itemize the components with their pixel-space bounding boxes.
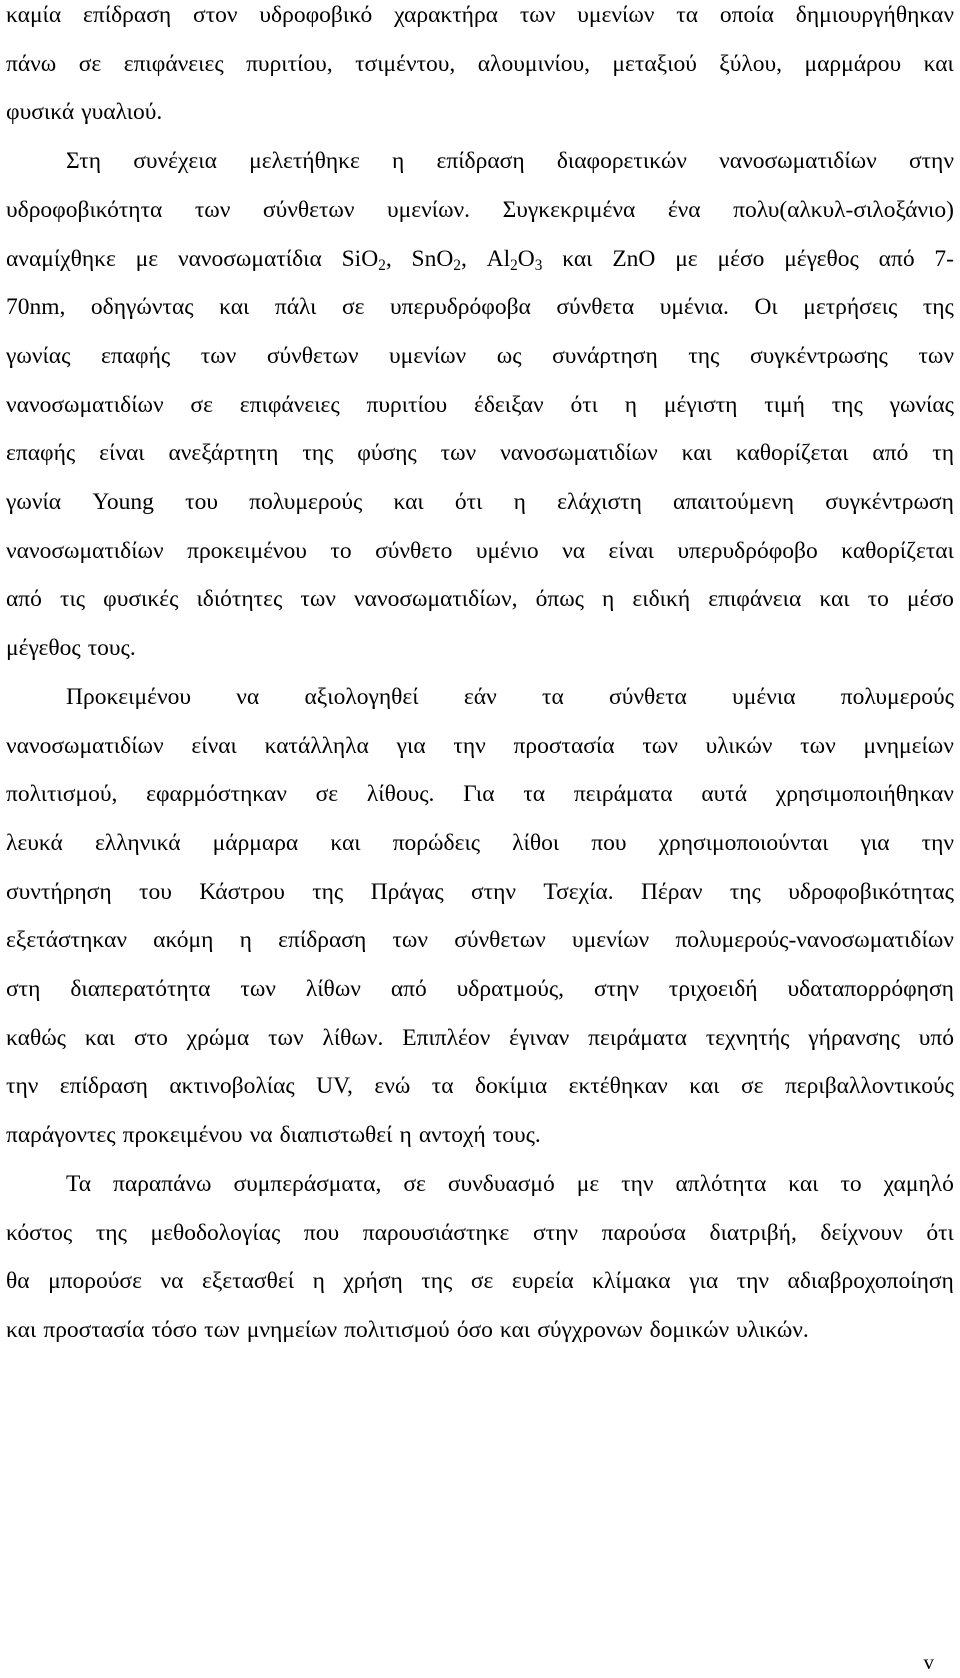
text-line: κόστος της μεθοδολογίας που παρουσιάστηκε στην παρούσα διατριβή, δείχνουν ότι	[6, 1219, 954, 1246]
text-line: συντήρηση του Κάστρου της Πράγας στην Τσεχία. Πέραν της υδροφοβικότητας	[6, 878, 954, 905]
text-line: και προστασία τόσο των μνημείων πολιτισμού όσο και σύγχρονων δομικών υλικών.	[6, 1316, 809, 1343]
text-line: καθώς και στο χρώμα των λίθων. Επιπλέον έγιναν πειράματα τεχνητής γήρανσης υπό	[6, 1024, 954, 1051]
text-line: από τις φυσικές ιδιότητες των νανοσωματιδίων, όπως η ειδική επιφάνεια και το μέσο	[6, 586, 954, 613]
text-line: αναμίχθηκε με νανοσωματίδια SiO$_2$, SnO$_2$, $Al_2O_3$ και ZnO με μέσο μέγεθος από 7-	[6, 245, 954, 274]
text-line: φυσικά γυαλιού.	[6, 99, 163, 126]
text-line: θα μπορούσε να εξετασθεί η χρήση της σε ευρεία κλίμακα για την αδιαβροχοποίηση	[6, 1268, 954, 1295]
text-line: καμία επίδραση στον υδροφοβικό χαρακτήρα των υμενίων τα οποία δημιουργήθηκαν	[6, 2, 954, 28]
text-line: λευκά ελληνικά μάρμαρα και πορώδεις λίθοι που χρησιμοποιούνται για την	[6, 829, 954, 856]
text-line: επαφής είναι ανεξάρτητη της φύσης των νανοσωματιδίων και καθορίζεται από τη	[6, 440, 954, 467]
text-line: νανοσωματιδίων σε επιφάνειες πυριτίου έδειξαν ότι η μέγιστη τιμή της γωνίας	[6, 391, 954, 418]
text-line: την επίδραση ακτινοβολίας UV, ενώ τα δοκίμια εκτέθηκαν και σε περιβαλλοντικούς	[6, 1073, 954, 1100]
text-line: εξετάστηκαν ακόμη η επίδραση των σύνθετων υμενίων πολυμερούς-νανοσωματιδίων	[6, 927, 954, 954]
text-line: Τα παραπάνω συμπεράσματα, σε συνδυασμό με την απλότητα και το χαμηλό	[66, 1170, 954, 1197]
text-line: γωνία Young του πολυμερούς και ότι η ελάχιστη απαιτούμενη συγκέντρωση	[6, 489, 954, 515]
page-number: v	[923, 1650, 934, 1674]
text-line: νανοσωματιδίων είναι κατάλληλα για την προστασία των υλικών των μνημείων	[6, 732, 954, 759]
text-line: νανοσωματιδίων προκειμένου το σύνθετο υμένιο να είναι υπερυδρόφοβο καθορίζεται	[6, 537, 954, 564]
text-line: Στη συνέχεια μελετήθηκε η επίδραση διαφορετικών νανοσωματιδίων στην	[66, 148, 954, 175]
text-line: στη διαπερατότητα των λίθων από υδρατμούς, στην τριχοειδή υδαταπορρόφηση	[6, 976, 954, 1002]
text-line: Προκειμένου να αξιολογηθεί εάν τα σύνθετα υμένια πολυμερούς	[66, 683, 954, 710]
text-line: παράγοντες προκειμένου να διαπιστωθεί η αντοχή τους.	[6, 1122, 541, 1149]
text-line: γωνίας επαφής των σύνθετων υμενίων ως συνάρτηση της συγκέντρωσης των	[6, 342, 954, 369]
text-line: υδροφοβικότητα των σύνθετων υμενίων. Συγκεκριμένα ένα πολυ(αλκυλ-σιλοξάνιο)	[6, 196, 954, 223]
text-line: μέγεθος τους.	[6, 635, 136, 662]
text-line: 70nm, οδηγώντας και πάλι σε υπερυδρόφοβα σύνθετα υμένια. Οι μετρήσεις της	[6, 294, 954, 321]
text-line: πολιτισμού, εφαρμόστηκαν σε λίθους. Για τα πειράματα αυτά χρησιμοποιήθηκαν	[6, 781, 954, 808]
text-line: πάνω σε επιφάνειες πυριτίου, τσιμέντου, αλουμινίου, μεταξιού ξύλου, μαρμάρου και	[6, 50, 954, 77]
